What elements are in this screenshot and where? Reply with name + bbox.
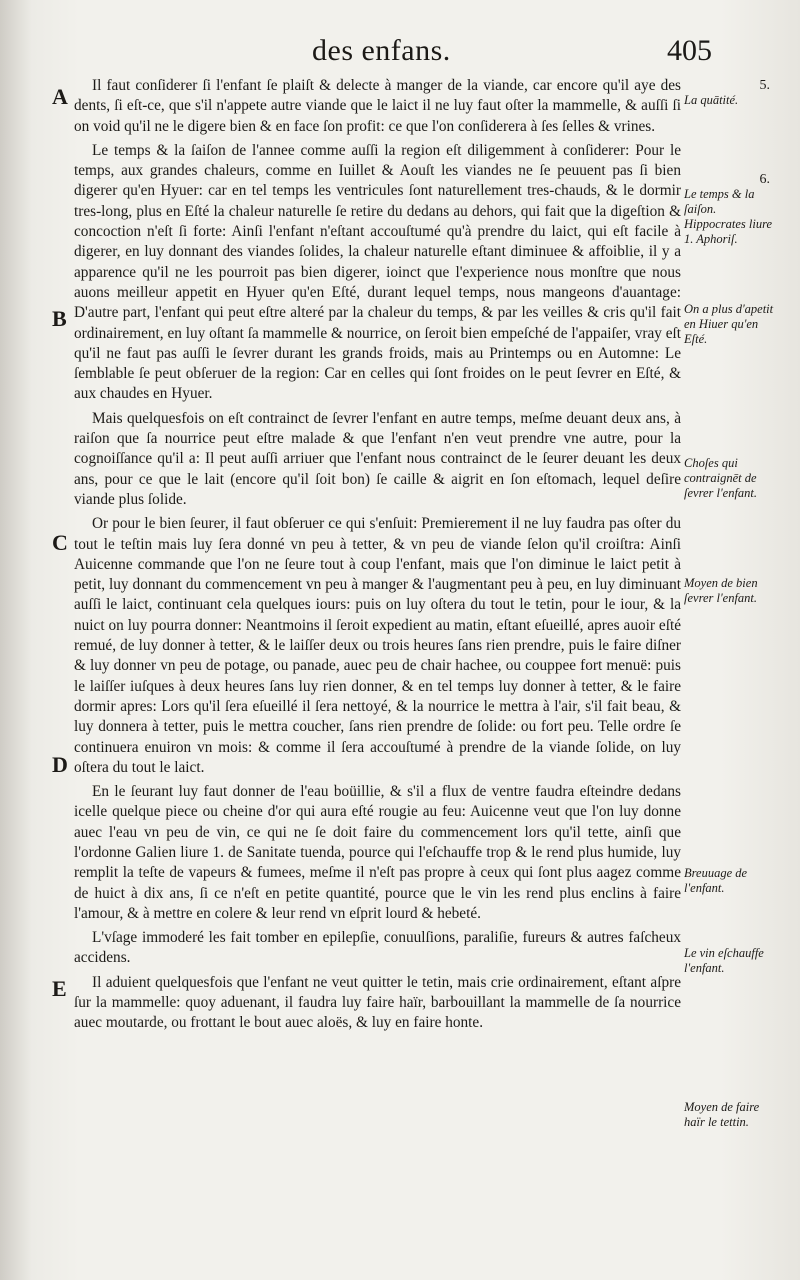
margin-note [684, 302, 780, 347]
paragraph: En le ſeurant luy faut donner de l'eau boüillie, & s'il a flux de ventre faudra eſteindre dedans icelle quelque piece ou cheine d'or qui aura eſté rougie au feu: Auicenne veut que l'on luy donne auec l'eau vn peu de vin, ce qui ne ſe doit faire du commencement lors qu'il tette, ainſi que l'ordonne Galien liure 1. de Sanitate tuenda, pource qui l'eſchauffe trop & le rend plus humide, luy remplit la teſte de vapeurs & fumees, meſme il n'eſt pas propre à ceux qui ſont plus aagez comme de huict à dix ans, ſi ce n'eſt en petite quantité, pource que le vin les rend plus enclins à faire l'amour, & à mettre en colere & leur rend vn eſprit lourd & hebeté. [74, 783, 681, 922]
margin-note [684, 866, 780, 896]
page-number: 405 [667, 34, 712, 67]
margin-note-text: La quātité. [684, 93, 739, 107]
section-letter-e: E [52, 976, 67, 1001]
margin-note [684, 946, 780, 976]
margin-note [684, 1100, 780, 1130]
running-title: des enfans. [312, 34, 451, 67]
paragraph: Mais quelquesfois on eſt contrainct de ſevrer l'enfant en autre temps, meſme deuant deux ans, à raiſon que ſa nourrice peut eſtre malade & que l'enfant n'en veut prendre vne autre, pour la cognoiſſance qu'il a: Il peut auſſi arriuer que l'enfant nous contrainct de le ſeurer deuant les deux ans, pour ce que le lait (encore qu'il ſoit bon) ſe caille & aigrit en ſon eſtomach, lequel deſire viande plus ſolide. [74, 409, 681, 508]
main-text-column [74, 76, 681, 1038]
margin-note-text: On a plus d'apetit en Hiuer qu'en Eſté. [684, 302, 774, 346]
paragraph: L'vſage immoderé les fait tomber en epilepſie, conuulſions, paraliſie, fureurs & autres faſcheux accidens. [74, 929, 681, 967]
margin-note-text: Le vin eſchauffe l'enfant. [684, 946, 764, 975]
margin-note-number: 6. [759, 172, 770, 187]
margin-note [684, 78, 780, 108]
margin-note [684, 172, 780, 247]
margin-note-text: Breuuage de l'enfant. [684, 866, 748, 895]
margin-note [684, 576, 780, 606]
margin-note-text: Moyen de bien ſevrer l'enfant. [684, 576, 758, 605]
paragraph: Il faut conſiderer ſi l'enfant ſe plaiſt & delecte à manger de la viande, car encore qu'il aye des dents, ſi eſt-ce, que s'il n'appete autre viande que le laict il ne luy faut oſter la mammelle, & auſſi ſi on void qu'il ne le digere bien & en face ſon profit: ce que l'on conſiderera à ſes ſelles & vrines. [74, 77, 681, 135]
margin-note [684, 456, 780, 501]
section-letter-a: A [52, 84, 68, 109]
section-letter-d: D [52, 752, 68, 777]
paragraph: Il aduient quelquesfois que l'enfant ne veut quitter le tetin, mais crie ordinairement, eſtant aſpre ſur la mammelle: quoy aduenant, il faudra luy faire haïr, barbouillant la mammelle de ſa nourrice auec moutarde, ou frottant le bout auec aloës, & luy en faire honte. [74, 973, 681, 1032]
margin-note-text: Choſes qui contraignēt de ſevrer l'enfant. [684, 456, 758, 500]
margin-note-text: Le temps & la ſaiſon. Hippocrates liure 1. Aphoriſ. [684, 187, 773, 246]
paragraph: Or pour le bien ſeurer, il faut obſeruer ce qui s'enſuit: Premierement il ne luy faudra pas oſter du tout le teſtin mais luy ſera donné vn peu à tetter, & vn peu de viande ſelon qu'il croiſtra: Ainſi Auicenne commande que l'on ne ſeure tout à coup l'enfant, mais que l'on diminue le laict petit à petit, luy donnant du commencement vn peu à manger & l'augmentant peu à peu, en luy diminuant auſſi le laict, continuant cela quelques iours: puis on luy oſtera du tout le tetin, pour le iour, & la nuict on luy pourra donner: Neantmoins il ſeroit expedient au matin, eſtant eſueillé, apres auoir eſté remué, de luy donner à tetter, & le laiſſer deux ou trois heures ſans rien prendre, puis le faire diſner & luy donner vn peu de potage, ou panade, auec peu de chair hachee, ou couppee fort menuë: puis le laiſſer iuſques à deux heures ſans luy rien donner, & en tel temps luy donner à tetter, & le faire dormir apres: Lors qu'il ſera eſueillé il ſera nettoyé, & la nourrice le mettra à l'air, s'il fait beau, & luy donnera à tetter, puis le mettra coucher, ſans rien prendre de ſolide: ou fort peu. Telle ordre ſe continuera enuiron vn mois: & comme il ſera accouſtumé à prendre de la viande ſolide, on luy oſtera du tout le laict. [74, 515, 681, 776]
section-letter-c: C [52, 530, 68, 555]
margin-note-text: Moyen de faire haïr le tettin. [684, 1100, 760, 1129]
paragraph: Le temps & la ſaiſon de l'annee comme auſſi la region eſt diligemment à conſiderer: Pour le temps, aux grandes chaleurs, comme en Iuillet & Aouſt les viandes ne ſe peuuent pas ſi bien digerer qu'en Hyuer: car en tel temps les ventricules ſont naturellement tres-chauds, & le dormir tres-long, plus en Eſté la chaleur naturelle ſe retire du dedans au dehors, qui fait que la digeſtion & concoction n'eſt ſi forte: Ainſi l'enfant n'eſtant accouſtumé qu'à prendre du laict, qui eſt facile à digerer, en luy donnant des viandes ſolides, la chaleur naturelle eſtant diminuee & affoiblie, il y a apparence qu'il ne les pourroit pas bien digerer, ioinct que l'experience nous monſtre que nous auons meilleur appetit en Hyuer qu'en Eſté, durant lequel temps, nous mangeons d'auantage: D'autre part, l'enfant qui peut eſtre alteré par la chaleur du temps, & par les veilles & cris qu'il fait ordinairement, en luy oſtant ſa mammelle & nourrice, on ſeroit bien empeſché de l'appaiſer, vray eſt qu'il ne faut pas auſſi le ſevrer durant les grands froids, mais au Printemps ou en Automne: Le ſemblable ſe peut obſeruer de la region: Car en celles qui ſont froides on le peut ſevrer en Eſté, & aux chaudes en Hyuer. [74, 141, 681, 403]
section-letter-b: B [52, 306, 67, 331]
margin-note-number: 5. [759, 78, 770, 93]
